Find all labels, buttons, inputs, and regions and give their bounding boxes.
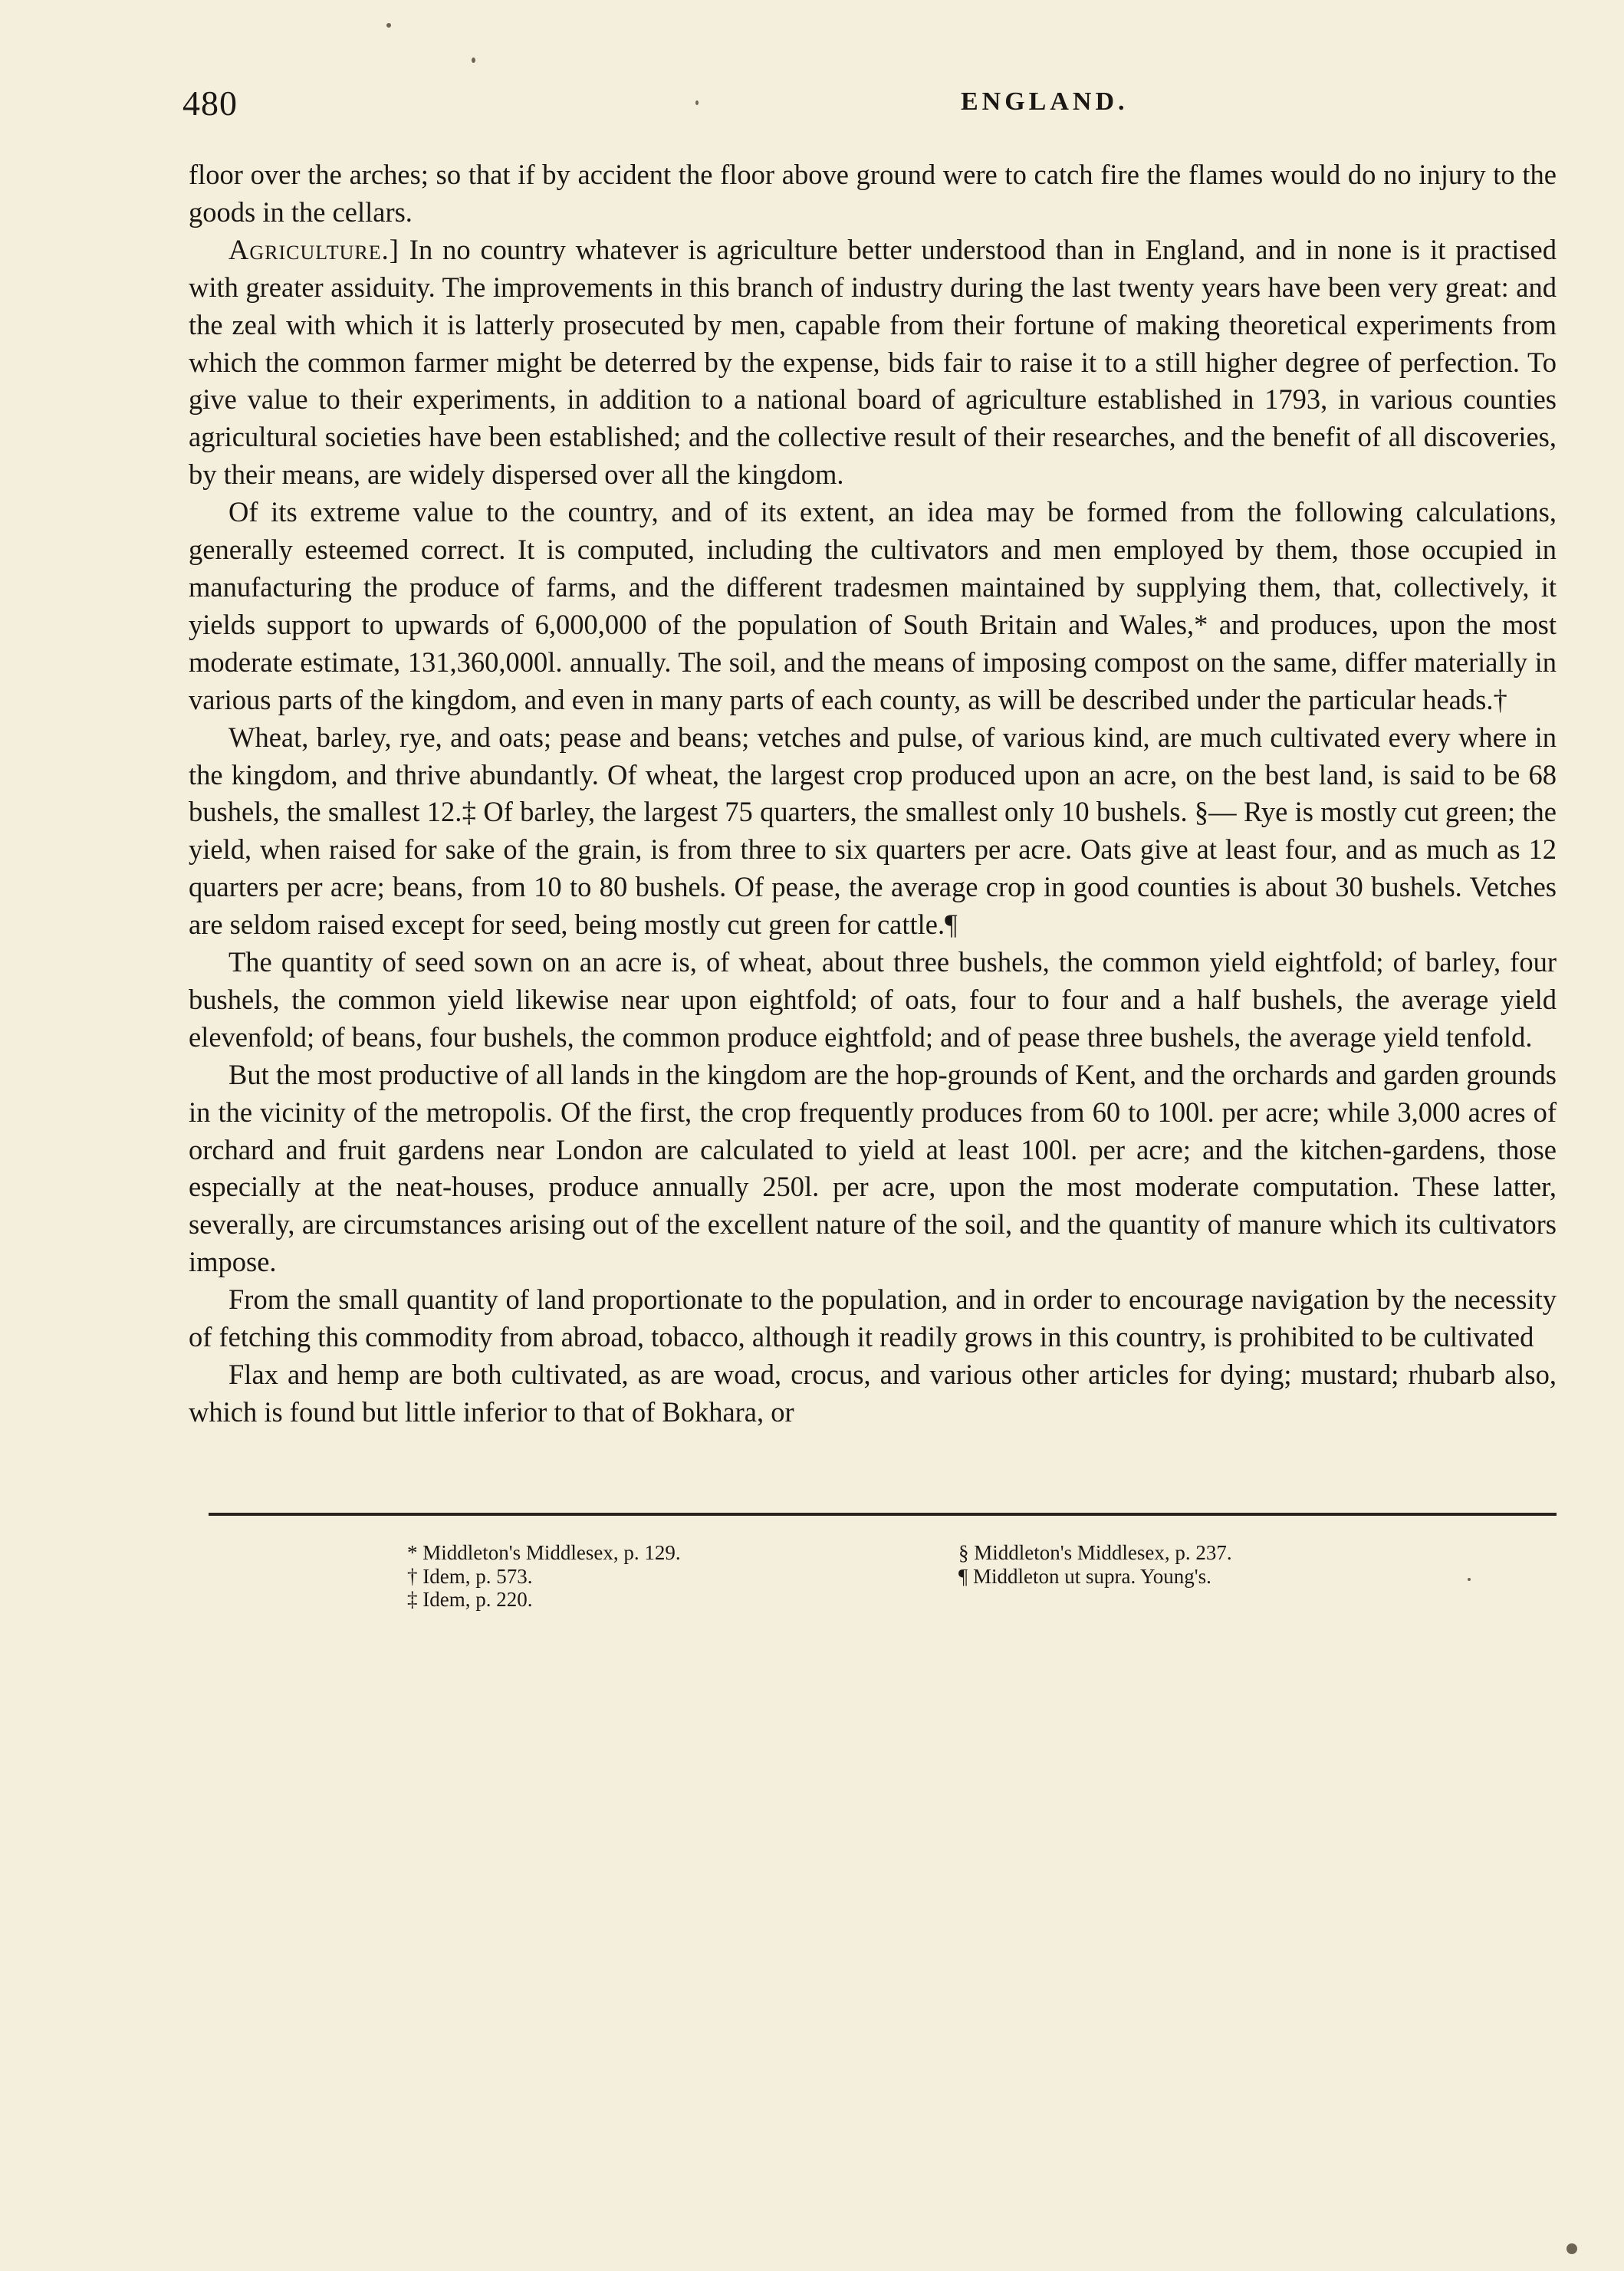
- running-head: ENGLAND.: [961, 87, 1129, 116]
- ink-speck: [695, 100, 699, 105]
- paragraph: Of its extreme value to the country, and of its extent, an idea may be formed from the following calculations, generally esteemed correct. It is computed, including the cultivators and men employed by them, those occupied in manufacturing the produce of farms, and the different tradesmen maintained by supplying them, that, collectively, it yields support to upwards of 6,000,000 of the population of South Britain and Wales,* and produces, upon the most moderate estimate, 131,360,000l. annually. The soil, and the means of imposing compost on the same, differ materially in various parts of the kingdom, and even in many parts of each county, as will be described under the particular heads.†: [189, 496, 1557, 715]
- paragraph: [189, 232, 1557, 494]
- paragraph: Wheat, barley, rye, and oats; pease and beans; vetches and pulse, of various kind, are much cultivated every where in the kingdom, and thrive abundantly. Of wheat, the largest crop produced upon an acre, on the best land, is said to be 68 bushels, the smallest 12.‡ Of barley, the largest 75 quarters, the smallest only 10 bushels. §— Rye is mostly cut green; the yield, when raised for sake of the grain, is from three to six quarters per acre. Oats give at least four, and as much as 12 quarters per acre; beans, from 10 to 80 bushels. Of pease, the average crop in good counties is about 30 bushels. Vetches are seldom raised except for seed, being mostly cut green for cattle.¶: [189, 721, 1557, 941]
- footnote: * Middleton's Middlesex, p. 129.: [407, 1541, 681, 1564]
- ink-speck: [1468, 1578, 1471, 1581]
- footnote-rule: [209, 1513, 1557, 1516]
- paragraph: Flax and hemp are both cultivated, as are woad, crocus, and various other articles for dying; mustard; rhubarb also, which is found but little inferior to that of Bokhara, or: [189, 1359, 1557, 1428]
- page-number: 480: [182, 84, 238, 123]
- ink-speck: [386, 23, 391, 28]
- section-heading: Agriculture.]: [228, 233, 399, 265]
- paragraph: The quantity of seed sown on an acre is, of wheat, about three bushels, the common yield eightfold; of barley, four bushels, the common yield likewise near upon eightfold; of oats, four to four and a half bushels, the average yield elevenfold; of beans, four bushels, the common produce eightfold; and of pease three bushels, the average yield tenfold.: [189, 946, 1557, 1053]
- paragraph: floor over the arches; so that if by accident the floor above ground were to catch fire the flames would do no injury to the goods in the cellars.: [189, 159, 1557, 228]
- ink-speck: [472, 58, 475, 63]
- footnote: ‡ Idem, p. 220.: [407, 1588, 533, 1611]
- footnote: † Idem, p. 573.: [407, 1564, 533, 1588]
- footnotes-left: [407, 1541, 867, 1612]
- page-header: [182, 83, 1555, 129]
- footnote: § Middleton's Middlesex, p. 237.: [958, 1541, 1232, 1564]
- ink-speck: [1566, 2243, 1577, 2254]
- body-text: [189, 156, 1557, 1431]
- footnotes-right: [958, 1541, 1434, 1588]
- paragraph-text: In no country whatever is agriculture better understood than in England, and in none is it practised with greater assiduity. The improvements in this branch of industry during the last twenty years have been very great: and the zeal with which it is latterly prosecuted by men, capable from their fortune of making theoretical experiments from which the common farmer might be deterred by the expense, bids fair to raise it to a still higher degree of perfection. To give value to their experiments, in addition to a national board of agriculture established in 1793, in various counties agricultural societies have been established; and the collective result of their researches, and the benefit of all discoveries, by their means, are widely dispersed over all the kingdom.: [189, 233, 1557, 491]
- paragraph: From the small quantity of land proportionate to the population, and in order to encourage navigation by the necessity of fetching this commodity from abroad, tobacco, although it readily grows in this country, is prohibited to be cultivated: [189, 1283, 1557, 1353]
- paragraph: But the most productive of all lands in the kingdom are the hop-grounds of Kent, and the orchards and garden grounds in the vicinity of the metropolis. Of the first, the crop frequently produces from 60 to 100l. per acre; while 3,000 acres of orchard and fruit gardens near London are calculated to yield at least 100l. per acre; and the kitchen-gardens, those especially at the neat-houses, produce annually 250l. per acre, upon the most moderate computation. These latter, severally, are circumstances arising out of the excellent nature of the soil, and the quantity of manure which its cultivators impose.: [189, 1058, 1557, 1278]
- footnote: ¶ Middleton ut supra. Young's.: [958, 1564, 1211, 1588]
